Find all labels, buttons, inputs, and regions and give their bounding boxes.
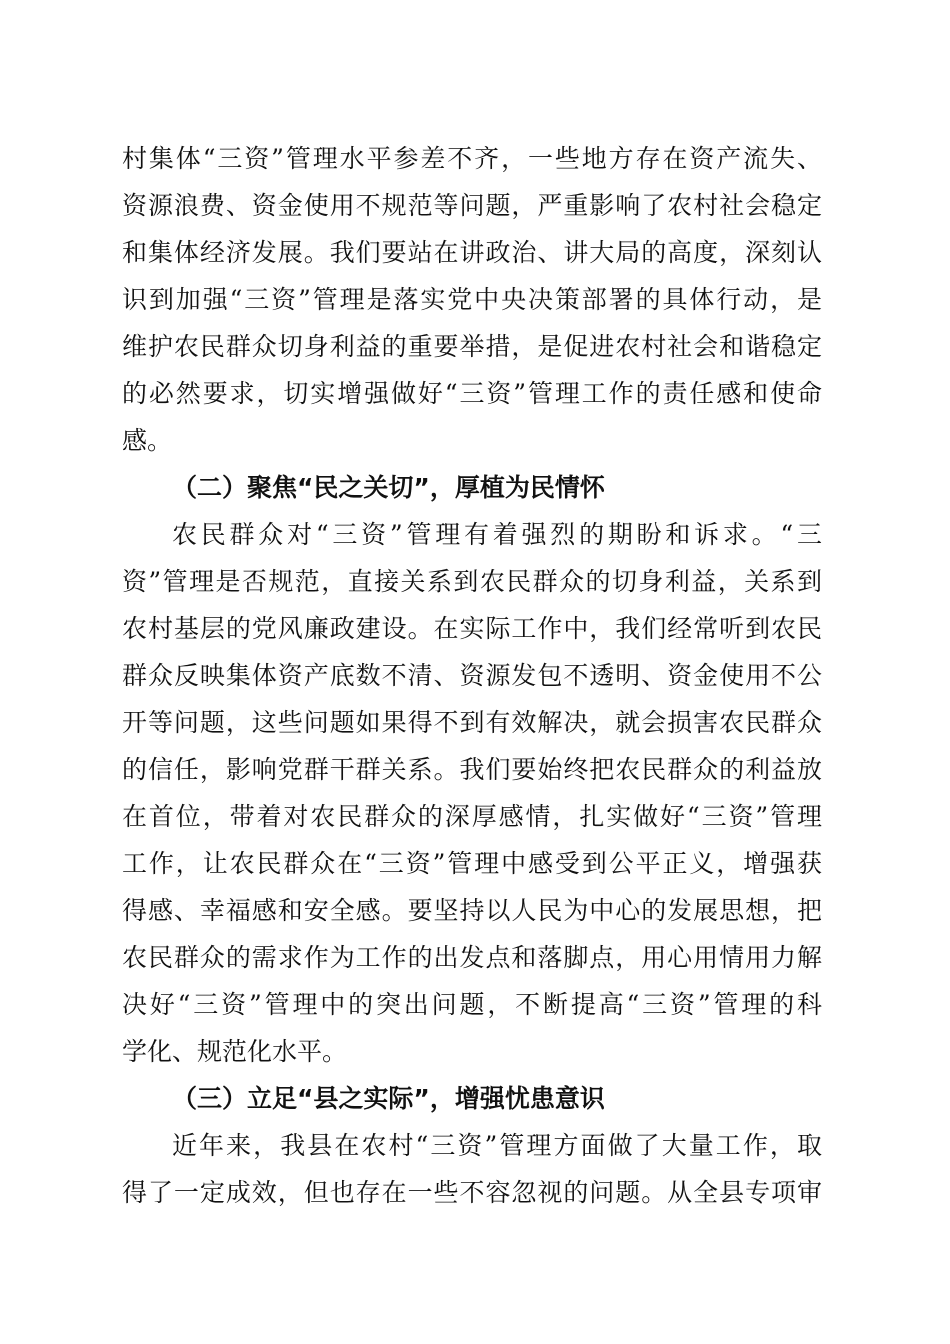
paragraph-line: 资”管理是否规范，直接关系到农民群众的切身利益，关系到 <box>122 567 822 596</box>
paragraph-line: 开等问题，这些问题如果得不到有效解决，就会损害农民群众 <box>122 708 822 737</box>
paragraph-line: 村集体“三资”管理水平参差不齐，一些地方存在资产流失、 <box>122 144 822 173</box>
paragraph-line: 农村基层的党风廉政建设。在实际工作中，我们经常听到农民 <box>122 614 822 643</box>
paragraph-line: 农民群众对“三资”管理有着强烈的期盼和诉求。“三 <box>172 520 822 549</box>
paragraph-line: 得了一定成效，但也存在一些不容忽视的问题。从全县专项审 <box>122 1178 822 1207</box>
paragraph-line: 资源浪费、资金使用不规范等问题，严重影响了农村社会稳定 <box>122 191 822 220</box>
paragraph-line: 的必然要求，切实增强做好“三资”管理工作的责任感和使命 <box>122 379 822 408</box>
paragraph-line: 农民群众的需求作为工作的出发点和落脚点，用心用情用力解 <box>122 943 822 972</box>
paragraph-line: 维护农民群众切身利益的重要举措，是促进农村社会和谐稳定 <box>122 332 822 361</box>
paragraph-line: 和集体经济发展。我们要站在讲政治、讲大局的高度，深刻认 <box>122 238 822 267</box>
paragraph-line: 决好“三资”管理中的突出问题，不断提高“三资”管理的科 <box>122 990 822 1019</box>
paragraph-line: 感。 <box>122 426 173 455</box>
paragraph-line: 识到加强“三资”管理是落实党中央决策部署的具体行动，是 <box>122 285 822 314</box>
paragraph-line: 学化、规范化水平。 <box>122 1037 348 1066</box>
paragraph-line: 群众反映集体资产底数不清、资源发包不透明、资金使用不公 <box>122 661 822 690</box>
paragraph-line: 的信任，影响党群干群关系。我们要始终把农民群众的利益放 <box>122 755 822 784</box>
paragraph-line: 在首位，带着对农民群众的深厚感情，扎实做好“三资”管理 <box>122 802 822 831</box>
section-heading: （二）聚焦“民之关切”，厚植为民情怀 <box>172 473 605 502</box>
paragraph-line: 得感、幸福感和安全感。要坚持以人民为中心的发展思想，把 <box>122 896 822 925</box>
paragraph-line: 近年来，我县在农村“三资”管理方面做了大量工作，取 <box>172 1131 822 1160</box>
section-heading: （三）立足“县之实际”，增强忧患意识 <box>172 1084 605 1113</box>
paragraph-line: 工作，让农民群众在“三资”管理中感受到公平正义，增强获 <box>122 849 822 878</box>
